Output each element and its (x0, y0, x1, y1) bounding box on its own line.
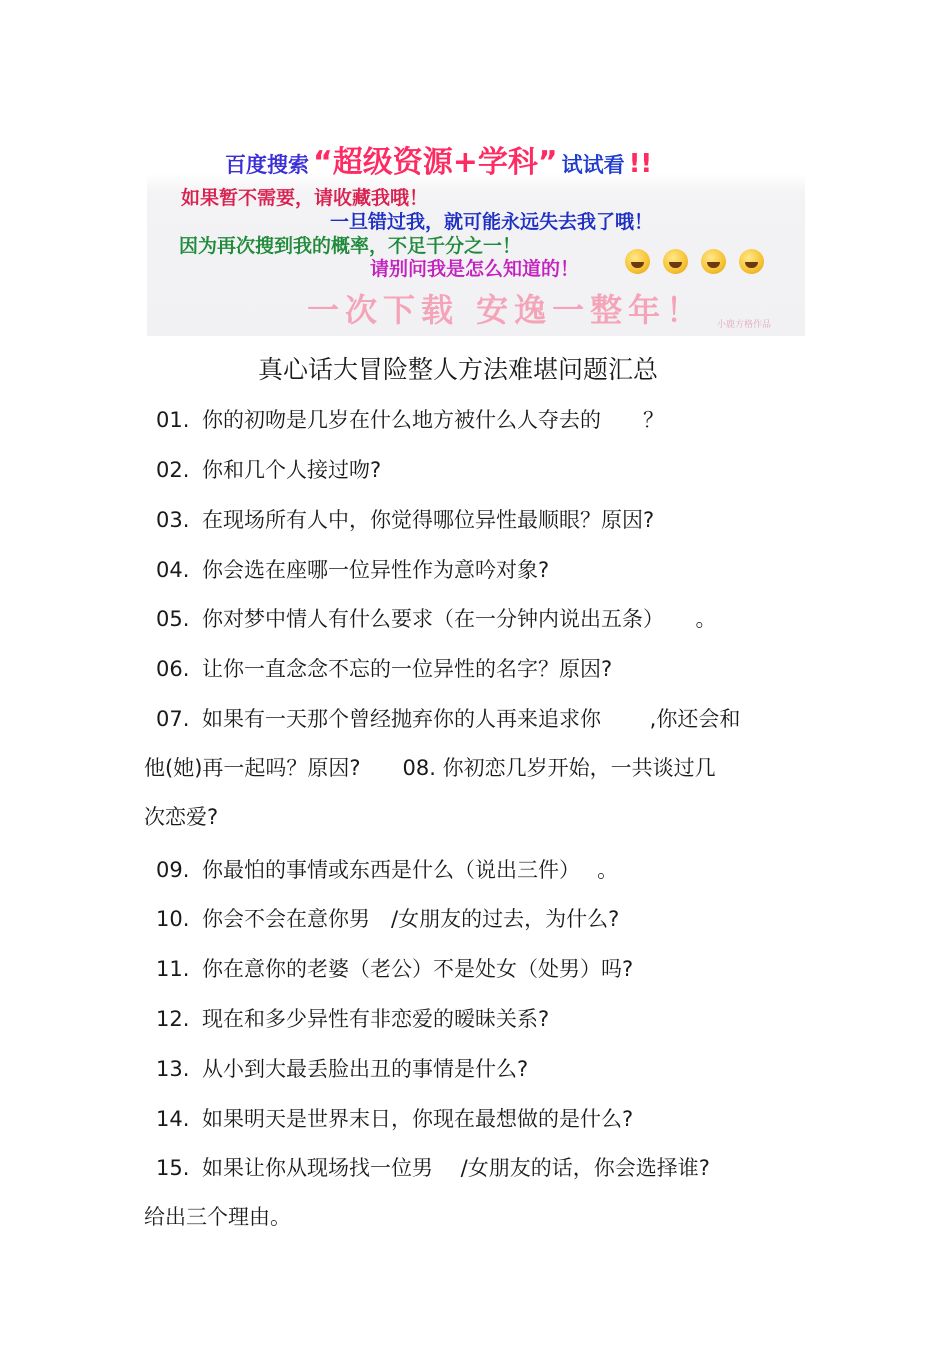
question-text: 次恋爱? (144, 805, 219, 829)
question-number: 11. (156, 957, 190, 981)
question-number: 15. (156, 1156, 190, 1180)
emoji-row (625, 249, 772, 274)
question-number: 14. (156, 1107, 190, 1131)
question-number: 13. (156, 1057, 190, 1081)
grinning-emoji-icon (701, 249, 726, 274)
question-number: 10. (156, 907, 190, 931)
question-number: 01. (156, 408, 190, 432)
banner-search-prefix: 百度搜索 (225, 153, 309, 177)
banner-search-suffix: 试试看 (561, 153, 625, 177)
page-title: 真心话大冒险整人方法难堪问题汇总 (257, 355, 658, 384)
question-text: 你最怕的事情或东西是什么（说出三件） 。 (202, 858, 619, 882)
question-item (156, 703, 740, 733)
question-text: 你会选在座哪一位异性作为意吟对象? (202, 558, 550, 582)
banner-author: 小鹿方格作品 (717, 320, 772, 330)
question-text: 给出三个理由。 (144, 1205, 291, 1229)
question-text: 你会不会在意你男 /女朋友的过去，为什么? (202, 907, 620, 931)
banner-line-2: 一旦错过我，就可能永远失去我了哦！ (330, 211, 654, 233)
question-item (156, 903, 619, 933)
question-text: 如果有一天那个曾经抛弃你的人再来追求你 ,你还会和 (202, 707, 741, 731)
question-text: 如果让你从现场找一位男 /女朋友的话，你会选择谁? (202, 1156, 710, 1180)
banner-slogan: 一次下载 安逸一整年！ (307, 291, 705, 329)
question-text: 让你一直念念不忘的一位异性的名字？原因? (202, 657, 613, 681)
question-item (156, 404, 664, 434)
question-item (156, 1053, 528, 1083)
question-item (156, 1103, 633, 1133)
banner-line-1: 如果暂不需要，请收藏我哦！ (181, 187, 429, 209)
question-text: 你在意你的老婆（老公）不是处女（处男）吗? (202, 957, 634, 981)
question-number: 05. (156, 607, 190, 631)
question-item (156, 854, 618, 884)
question-number: 03. (156, 508, 190, 532)
question-item (156, 454, 381, 484)
question-item (156, 504, 654, 534)
question-item (144, 801, 218, 831)
question-item (144, 752, 716, 782)
question-text: 从小到大最丢脸出丑的事情是什么? (202, 1057, 529, 1081)
question-text: 你对梦中情人有什么要求（在一分钟内说出五条） 。 (202, 607, 717, 631)
question-text: 你的初吻是几岁在什么地方被什么人夺去的 ？ (202, 408, 664, 432)
laughing-emoji-icon (663, 249, 688, 274)
question-item (156, 554, 549, 584)
question-item (156, 653, 612, 683)
question-text: 你和几个人接过吻? (202, 458, 382, 482)
banner-line-4: 请别问我是怎么知道的！ (370, 258, 580, 280)
banner-exclaim: !! (628, 149, 653, 179)
banner-keyword: “超级资源+学科” (313, 145, 558, 180)
question-text: 在现场所有人中，你觉得哪位异性最顺眼？原因? (202, 508, 655, 532)
question-number: 06. (156, 657, 190, 681)
question-number: 02. (156, 458, 190, 482)
question-text: 他(她)再一起吗？原因? 08. 你初恋几岁开始，一共谈过几 (144, 756, 716, 780)
question-item (156, 1152, 710, 1182)
question-number: 12. (156, 1007, 190, 1031)
banner-line-3: 因为再次搜到我的概率，不足千分之一！ (179, 235, 522, 257)
question-number: 07. (156, 707, 190, 731)
promo-banner (147, 133, 805, 336)
question-item (144, 1201, 291, 1231)
question-number: 09. (156, 858, 190, 882)
question-text: 如果明天是世界末日，你现在最想做的是什么? (202, 1107, 634, 1131)
question-item (156, 603, 717, 633)
question-item (156, 953, 633, 983)
laughing-emoji-icon (625, 249, 650, 274)
grinning-emoji-icon (739, 249, 764, 274)
question-item (156, 1003, 549, 1033)
question-text: 现在和多少异性有非恋爱的暧昧关系? (202, 1007, 550, 1031)
banner-search-line (225, 137, 652, 181)
question-number: 04. (156, 558, 190, 582)
